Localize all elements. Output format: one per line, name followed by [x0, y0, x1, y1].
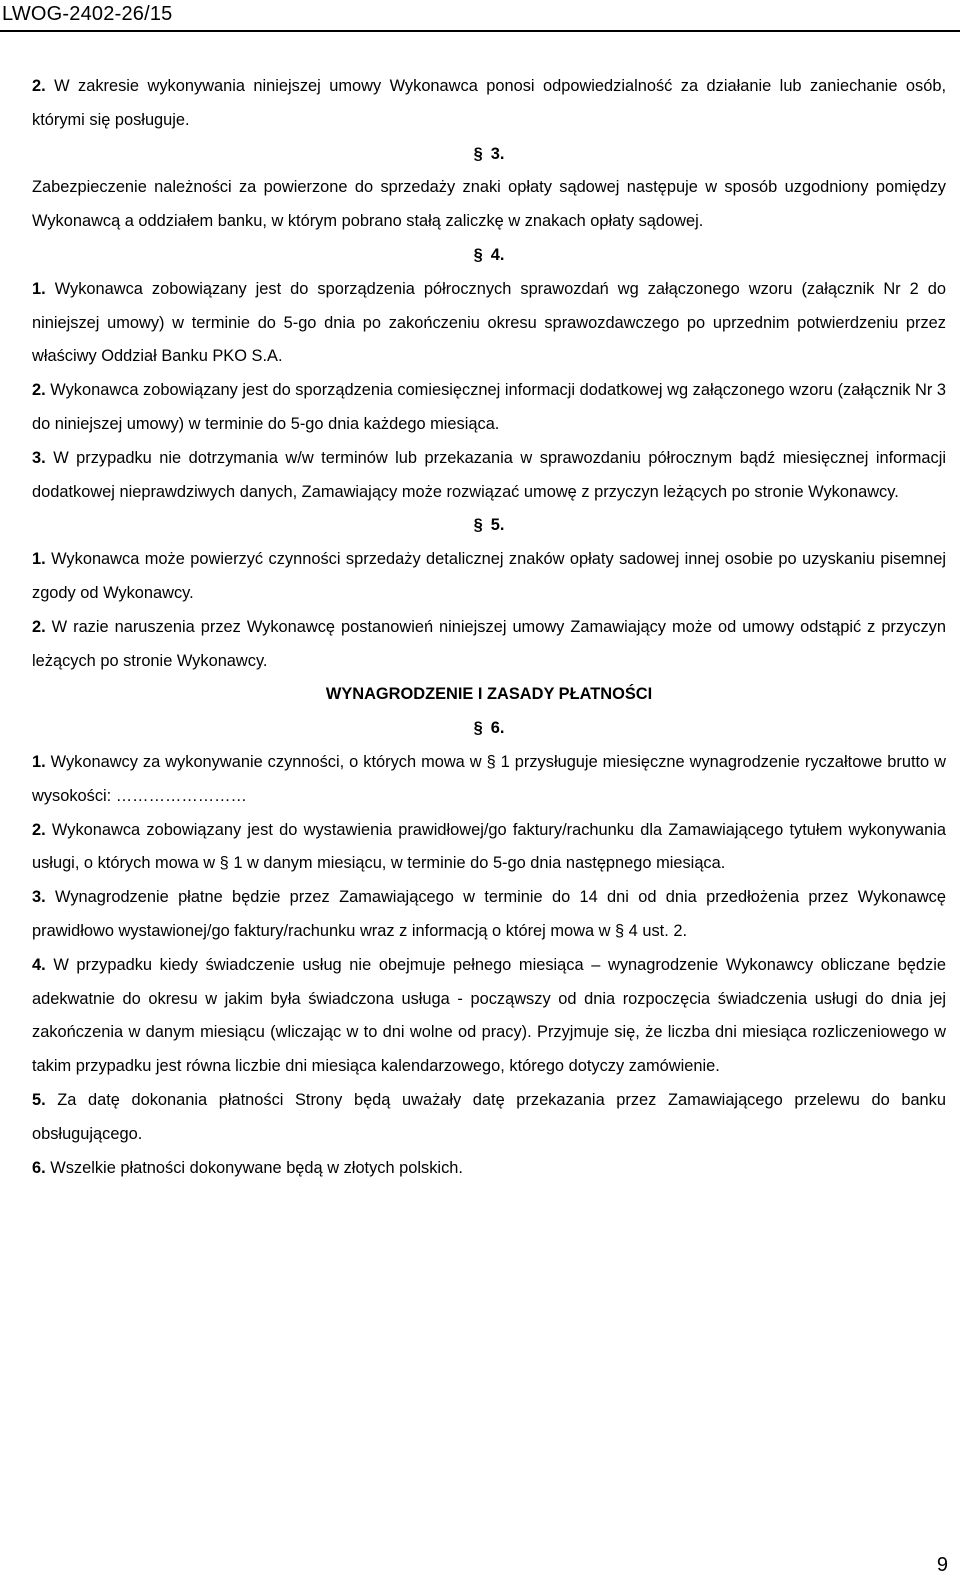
paragraph — [32, 949, 946, 1084]
paragraph — [32, 70, 946, 138]
paragraph-number: 5. — [32, 1090, 46, 1109]
section-heading — [32, 138, 946, 172]
paragraph — [32, 374, 946, 442]
section-number: 3. — [490, 144, 505, 163]
paragraph-number: 2. — [32, 617, 46, 636]
paragraph — [32, 171, 946, 239]
section-sign: § — [473, 516, 483, 535]
paragraph — [32, 746, 946, 814]
paragraph — [32, 881, 946, 949]
header-divider — [0, 30, 960, 32]
paragraph-text: Zabezpieczenie należności za powierzone do sprzedaży znaki opłaty sądowej następuje w sposób uzgodniony pomiędzy Wykonawcą a oddziałem banku, w którym pobrano stałą zaliczkę w znakach opłaty sądowej. — [32, 178, 946, 231]
paragraph — [32, 611, 946, 679]
paragraph-number: 3. — [32, 888, 46, 907]
section-heading — [32, 239, 946, 273]
section-sign: § — [473, 144, 483, 163]
paragraph — [32, 814, 946, 882]
paragraph-text: W zakresie wykonywania niniejszej umowy Wykonawca ponosi odpowiedzialność za działanie lub zaniechanie osób, którymi się posługuje. — [32, 77, 946, 129]
paragraph — [32, 273, 946, 374]
paragraph-text: W przypadku nie dotrzymania w/w terminów lub przekazania w sprawozdaniu półrocznym bądź miesięcznej informacji dodatkowej nieprawdziwych danych, Zamawiający może rozwiązać umowę z przyczyn leżących po stronie Wykonawcy. — [32, 448, 946, 501]
paragraph-number: 6. — [32, 1158, 46, 1177]
paragraph-text: W przypadku kiedy świadczenie usług nie obejmuje pełnego miesiąca – wynagrodzenie Wykonawcy obliczane będzie adekwatnie do okresu w jakim była świadczona usługa - począwszy od dnia rozpoczęcia świadczenia usługi do dnia jej zakończenia w danym miesiącu (wliczając w to dni wolne od pracy). Przyjmuje się, że liczba dni miesiąca rozliczeniowego w takim przypadku jest równa liczbie dni miesiąca kalendarzowego, którego dotyczy zamówienie. — [32, 955, 946, 1076]
section-heading — [32, 712, 946, 746]
section-sign: § — [473, 245, 483, 264]
document-body — [32, 70, 946, 1185]
section-number: 4. — [490, 245, 505, 264]
section-number: 6. — [490, 719, 505, 738]
paragraph-number: 4. — [32, 955, 46, 974]
page-number: 9 — [936, 1554, 948, 1576]
paragraph-text: W razie naruszenia przez Wykonawcę postanowień niniejszej umowy Zamawiający może od umowy odstąpić z przyczyn leżących po stronie Wykonawcy. — [32, 617, 946, 670]
paragraph-number: 1. — [32, 279, 46, 298]
section-sign: § — [473, 719, 483, 738]
paragraph-number: 2. — [32, 381, 46, 400]
paragraph-text: Wykonawca może powierzyć czynności sprzedaży detalicznej znaków opłaty sadowej innej osobie po uzyskaniu pisemnej zgody od Wykonawcy. — [32, 550, 946, 602]
paragraph-text: Wykonawca zobowiązany jest do sporządzenia półrocznych sprawozdań wg załączonego wzoru (załącznik Nr 2 do niniejszej umowy) w terminie do 5-go dnia po zakończeniu okresu sprawozdawczego po uprzednim potwierdzeniu przez właściwy Oddział Banku PKO S.A. — [32, 279, 946, 366]
paragraph-number: 1. — [32, 752, 46, 771]
section-heading — [32, 509, 946, 543]
paragraph — [32, 1152, 946, 1186]
paragraph-text: Wynagrodzenie płatne będzie przez Zamawiającego w terminie do 14 dni od dnia przedłożenia przez Wykonawcę prawidłowo wystawionej/go faktury/rachunku wraz z informacją o której mowa w § 4 ust. 2. — [32, 888, 946, 940]
paragraph-number: 2. — [32, 820, 46, 839]
paragraph — [32, 543, 946, 611]
paragraph-number: 2. — [32, 77, 46, 95]
chapter-heading: WYNAGRODZENIE I ZASADY PŁATNOŚCI — [325, 685, 653, 704]
paragraph-number: 3. — [32, 448, 46, 467]
paragraph-text: Wykonawcy za wykonywanie czynności, o których mowa w § 1 przysługuje miesięczne wynagrodzenie ryczałtowe brutto w wysokości: …………………… — [32, 752, 946, 805]
paragraph-number: 1. — [32, 550, 46, 569]
paragraph-text: Wszelkie płatności dokonywane będą w złotych polskich. — [50, 1158, 463, 1177]
paragraph — [32, 442, 946, 510]
paragraph-text: Wykonawca zobowiązany jest do sporządzenia comiesięcznej informacji dodatkowej wg załączonego wzoru (załącznik Nr 3 do niniejszej umowy) w terminie do 5-go dnia każdego miesiąca. — [32, 381, 947, 433]
paragraph — [32, 1084, 946, 1152]
paragraph-text: Wykonawca zobowiązany jest do wystawienia prawidłowej/go faktury/rachunku dla Zamawiającego tytułem wykonywania usługi, o których mowa w § 1 w danym miesiącu, w terminie do 5-go dnia następnego miesiąca. — [32, 820, 946, 873]
section-number: 5. — [490, 516, 505, 535]
document-id: LWOG-2402-26/15 — [2, 3, 173, 25]
paragraph-text: Za datę dokonania płatności Strony będą uważały datę przekazania przez Zamawiającego przelewu do banku obsługującego. — [32, 1090, 946, 1143]
